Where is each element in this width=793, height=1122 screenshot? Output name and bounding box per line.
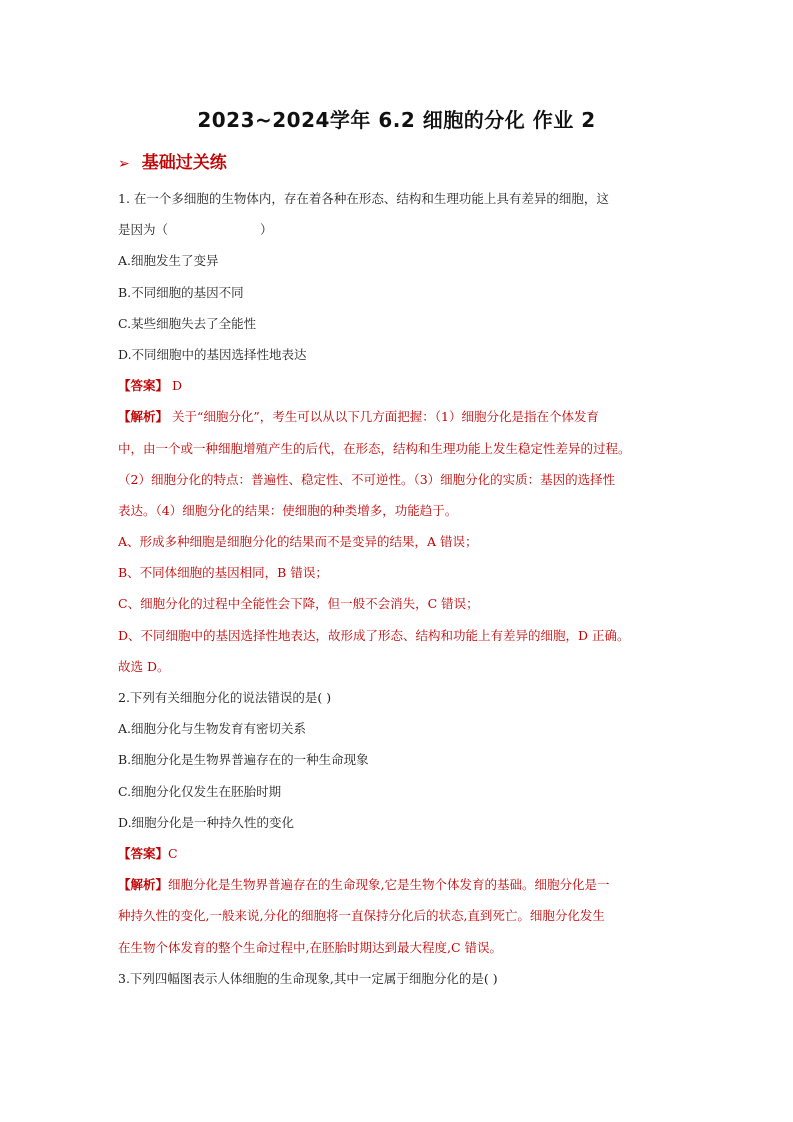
q1-stem-prefix: 是因为（	[118, 222, 169, 238]
q2-option-a: A.细胞分化与生物发育有密切关系	[118, 721, 307, 737]
answer-tag: 【答案】	[118, 378, 169, 394]
q2-option-d: D.细胞分化是一种持久性的变化	[118, 814, 295, 830]
q1-option-a: A.细胞发生了变异	[118, 253, 219, 269]
q1-answer	[118, 370, 678, 401]
q1-analysis-line: 表达。（4）细胞分化的结果：使细胞的种类增多，功能趋于。	[118, 502, 458, 518]
q1-analysis-line: 中，由一个或一种细胞增殖产生的后代，在形态，结构和生理功能上发生稳定性差异的过程。	[118, 440, 631, 456]
q2-analysis-line: 在生物个体发育的整个生命过程中,在胚胎时期达到最大程度,C 错误。	[118, 939, 502, 955]
document-title: 2023~2024学年 6.2 细胞的分化 作业 2	[197, 108, 596, 132]
analysis-tag: 【解析】	[118, 409, 169, 425]
q1-stem-suffix: ）	[260, 222, 273, 238]
q1-analysis-line: D、不同细胞中的基因选择性地表达，故形成了形态、结构和功能上有差异的细胞，D 正确。	[118, 627, 630, 643]
analysis-text: 关于“细胞分化”，考生可以从以下几方面把握：（1）细胞分化是指在个体发育	[168, 409, 599, 425]
q2-answer	[118, 838, 678, 869]
q2-option-c: C.细胞分化仅发生在胚胎时期	[118, 783, 282, 799]
answer-value: C	[168, 845, 178, 861]
q1-analysis-line: （2）细胞分化的特点：普遍性、稳定性、不可逆性。（3）细胞分化的实质：基因的选择性	[118, 471, 616, 487]
q1-analysis-line	[118, 401, 678, 432]
answer-value: D	[168, 378, 183, 394]
q1-analysis-line: 故选 D。	[118, 658, 170, 674]
q2-stem: 2.下列有关细胞分化的说法错误的是( )	[118, 690, 332, 705]
q1-analysis-line: C、细胞分化的过程中全能性会下降，但一般不会消失，C 错误；	[118, 596, 479, 612]
q2-analysis-line	[118, 869, 678, 900]
analysis-text: 细胞分化是生物界普遍存在的生命现象,它是生物个体发育的基础。细胞分化是一	[168, 877, 610, 893]
section-heading-text: 基础过关练	[141, 153, 227, 173]
q1-stem-line2	[118, 214, 678, 245]
q2-analysis-line: 种持久性的变化,一般来说,分化的细胞将一直保持分化后的状态,直到死亡。细胞分化发生	[118, 908, 605, 924]
answer-tag: 【答案】	[118, 845, 169, 861]
q1-option-d: D.不同细胞中的基因选择性地表达	[118, 346, 307, 362]
q3-stem: 3.下列四幅图表示人体细胞的生命现象,其中一定属于细胞分化的是( )	[118, 970, 498, 986]
arrowhead-bullet-icon: ➢	[118, 156, 130, 172]
section-heading	[118, 148, 227, 173]
analysis-tag: 【解析】	[118, 877, 169, 893]
q1-stem-line1: 1. 在一个多细胞的生物体内，存在着各种在形态、结构和生理功能上具有差异的细胞，这	[118, 191, 609, 206]
q2-option-b: B.细胞分化是生物界普遍存在的一种生命现象	[118, 752, 369, 768]
q1-option-c: C.某些细胞失去了全能性	[118, 315, 257, 331]
q1-analysis-line: A、形成多种细胞是细胞分化的结果而不是变异的结果，A 错误；	[118, 534, 478, 550]
q1-option-b: B.不同细胞的基因不同	[118, 284, 244, 300]
q1-analysis-line: B、不同体细胞的基因相同，B 错误；	[118, 565, 328, 581]
question-content	[118, 183, 678, 994]
